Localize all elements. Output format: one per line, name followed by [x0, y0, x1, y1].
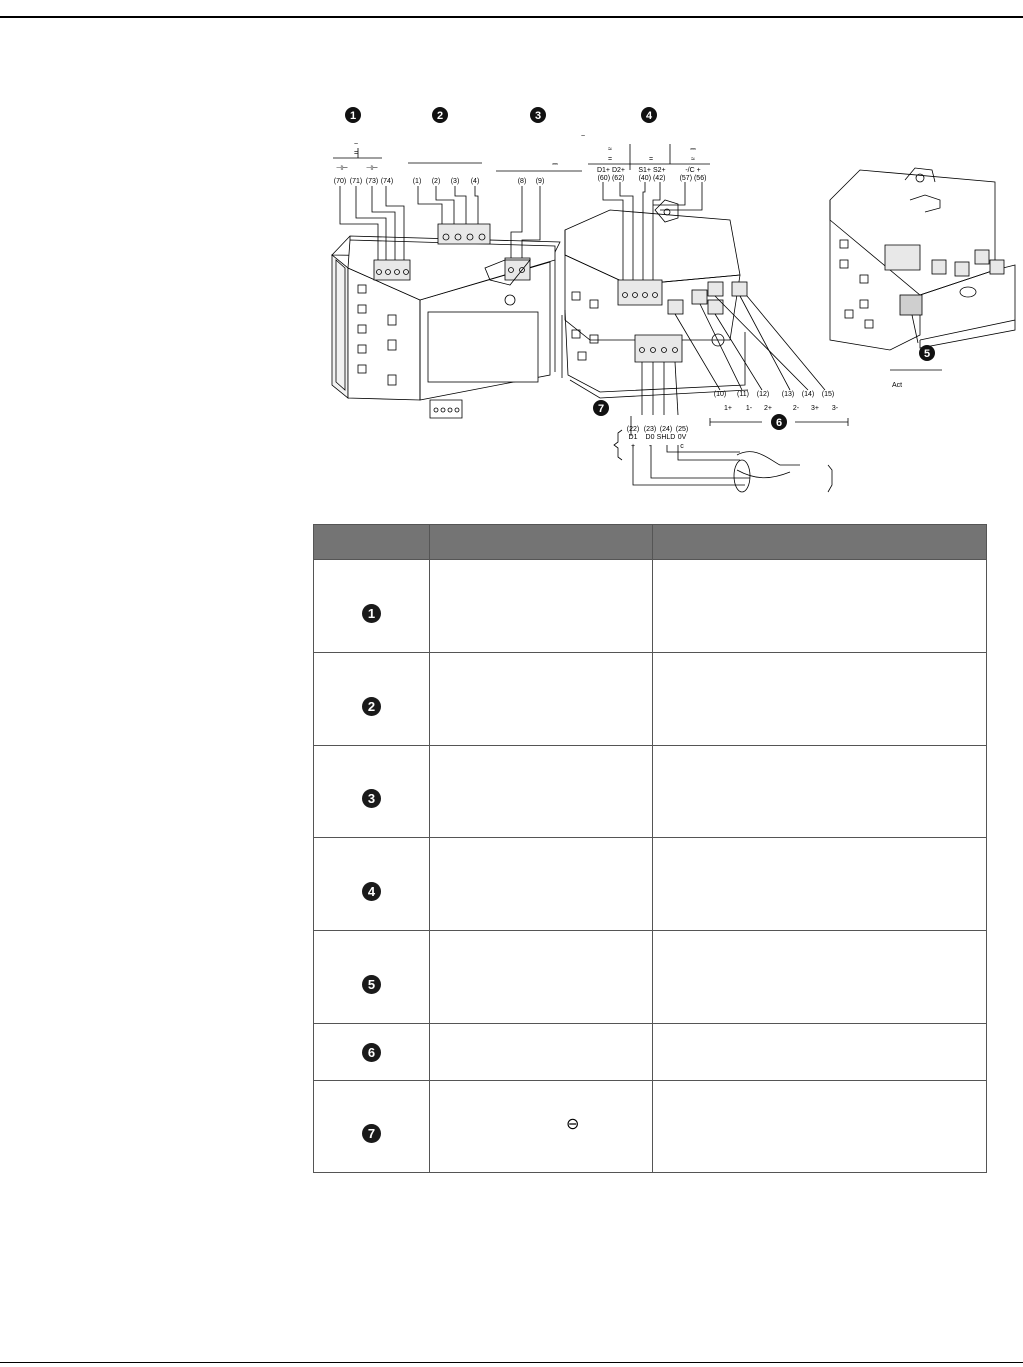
terminal-code: (3)	[450, 178, 460, 185]
details-cell	[653, 653, 987, 746]
callout-5-text: 5	[923, 348, 931, 360]
table-row	[314, 653, 987, 746]
group3-symbol: ⎓	[552, 161, 558, 168]
details-cell	[653, 838, 987, 931]
description-cell	[430, 1024, 653, 1081]
callout-1-text: 1	[349, 110, 357, 122]
group1-contact-right: ⊣⊢	[365, 165, 379, 172]
shielded-cable-symbol: ⊖	[566, 1116, 580, 1133]
table-row	[314, 746, 987, 838]
item-number-badge: 6	[362, 1043, 381, 1062]
comm-code: (24)	[659, 426, 673, 433]
terminal-code: (70)	[333, 178, 347, 185]
description-cell	[430, 931, 653, 1024]
group1-top-symbol: ~	[353, 141, 359, 148]
item-number-badge: 1	[362, 604, 381, 623]
description-cell	[430, 746, 653, 838]
comm-code: (22)	[626, 426, 640, 433]
ct-code: (10)	[713, 391, 727, 398]
item-number-cell	[314, 1081, 430, 1173]
ct-label: 1+	[724, 405, 732, 412]
ct-label: 2-	[792, 405, 800, 412]
item-number-cell	[314, 746, 430, 838]
group4-col-c-sub: ≈	[691, 156, 695, 163]
table-row	[314, 560, 987, 653]
details-cell	[653, 1024, 987, 1081]
item-number-cell	[314, 560, 430, 653]
callout-6-text: 6	[775, 417, 783, 429]
table-row	[314, 931, 987, 1024]
wiring-diagram	[300, 100, 931, 505]
callout-7-text: 7	[597, 403, 605, 415]
group4-col-b-codes: (40) (42)	[638, 175, 666, 182]
comm-label: D0	[645, 434, 655, 441]
details-cell	[653, 931, 987, 1024]
comm-label: 0V	[677, 434, 687, 441]
table-header-row	[314, 525, 987, 560]
group4-col-a-symbol: ≈	[608, 146, 612, 153]
legend-table	[313, 524, 987, 1173]
group4-col-a-codes: (60) (62)	[597, 175, 625, 182]
ct-label: 2+	[764, 405, 772, 412]
table-row	[314, 838, 987, 931]
ct-label: 3+	[811, 405, 819, 412]
item-number-cell	[314, 1024, 430, 1081]
callout-3-text: 3	[534, 110, 542, 122]
terminal-code: (1)	[412, 178, 422, 185]
callout-2-text: 2	[436, 110, 444, 122]
ct-code: (14)	[801, 391, 815, 398]
item-number-badge: 2	[362, 697, 381, 716]
item-number-cell	[314, 653, 430, 746]
ct-label: 1-	[745, 405, 753, 412]
callout-4-text: 4	[645, 110, 653, 122]
item-number-badge: 3	[362, 789, 381, 808]
details-cell	[653, 746, 987, 838]
terminal-code: (71)	[349, 178, 363, 185]
table-row	[314, 1081, 987, 1173]
details-cell	[653, 1081, 987, 1173]
group1-sub-symbol: =	[353, 150, 359, 157]
item-number-cell	[314, 838, 430, 931]
group1-contact-left: ⊣⊢	[335, 165, 349, 172]
group4-col-c-symbol: ⎓	[690, 146, 696, 153]
ct-code: (13)	[781, 391, 795, 398]
terminal-code: (73)	[365, 178, 379, 185]
terminal-code: (2)	[431, 178, 441, 185]
group4-col-b-labels: S1+ S2+	[638, 167, 666, 174]
description-cell	[430, 653, 653, 746]
comm-pin: -	[648, 443, 652, 450]
description-cell	[430, 1081, 653, 1173]
comm-code: (25)	[675, 426, 689, 433]
wiring-diagram-drawing	[300, 100, 931, 505]
description-cell	[430, 838, 653, 931]
terminal-code: (74)	[380, 178, 394, 185]
description-cell	[430, 560, 653, 653]
comm-pin: c	[680, 443, 684, 450]
table-header-cell	[314, 525, 430, 560]
ct-code: (15)	[821, 391, 835, 398]
terminal-code: (4)	[470, 178, 480, 185]
footer-rule	[0, 1362, 1023, 1363]
table-header-cell	[430, 525, 653, 560]
ct-label: 3-	[831, 405, 839, 412]
details-cell	[653, 560, 987, 653]
ct-code: (11)	[737, 391, 749, 398]
comm-label: D1	[628, 434, 638, 441]
group4-col-a-labels: D1+ D2+	[596, 167, 626, 174]
group4-col-a-sub: =	[607, 156, 613, 163]
comm-label: SHLD	[656, 434, 676, 441]
ethernet-act-label: Act	[892, 382, 903, 389]
table-row	[314, 1024, 987, 1081]
item-number-badge: 4	[362, 882, 381, 901]
ct-code: (12)	[756, 391, 770, 398]
terminal-code: (9)	[535, 178, 545, 185]
item-number-cell	[314, 931, 430, 1024]
comm-pin: +	[630, 443, 636, 450]
group4-col-b-symbol: =	[648, 156, 654, 163]
comm-code: (23)	[643, 426, 657, 433]
terminal-code: (8)	[517, 178, 527, 185]
group4-col-c-codes: (57) (56)	[679, 175, 707, 182]
table-header-cell	[653, 525, 987, 560]
group4-col-c-labels: -/C +	[685, 167, 701, 174]
item-number-badge: 7	[362, 1124, 381, 1143]
header-rule	[0, 16, 1023, 18]
group4-tilde: ~	[580, 133, 586, 140]
item-number-badge: 5	[362, 975, 381, 994]
